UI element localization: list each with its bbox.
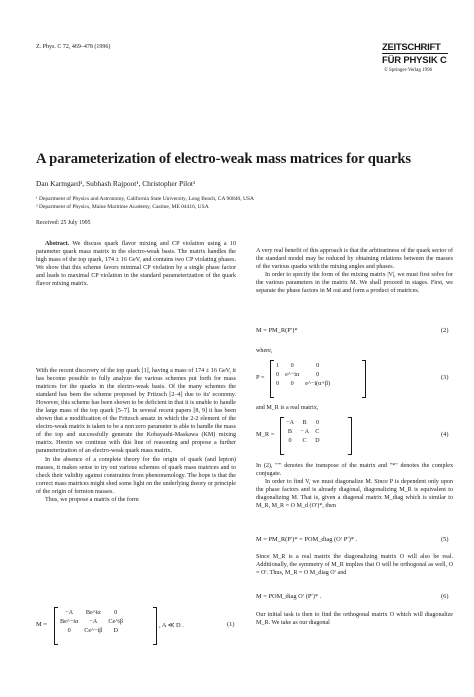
eq6-number: (6) — [441, 593, 449, 600]
eq1-number: (1) — [227, 621, 235, 628]
right-paragraph-4: In order to find V, we must diagonalize M. Since P is dependent only upon the phase factors and is already diagonal, diagonalizing M_R is equivalent to diagonalizing M. That is, given a diagonal matrix M_diag which is similar to M_R, M_R = O M_d (O′)*, then — [256, 479, 453, 510]
matrix-cell: 0 — [114, 609, 118, 616]
left-column — [36, 367, 236, 504]
matrix-cell: Be^iα — [85, 609, 101, 616]
abstract — [36, 240, 236, 288]
eq4-matrix — [283, 418, 323, 445]
equation-4 — [256, 416, 453, 456]
equation-5: M = PM_R(P′)* = POM_diag (O′ P′)* . — [256, 536, 358, 543]
abstract-text: We discuss quark flavor mixing and CP violation using a 10 parameter quark mass matrix in the electro-weak basis. The matrix handles the high mass of the top quark, 174 ± 16 GeV, and contains two CP violating phases. We show that this scheme favors minimal CP violation by a single phase factor and leads to maximal CP violation in the standard parameterization of the quark flavor mixing matrix. — [36, 241, 236, 288]
eq1-matrix — [57, 608, 126, 635]
eq3-lhs: P = — [256, 374, 265, 381]
right-column-top — [256, 247, 453, 295]
matrix-cell: C — [302, 437, 307, 444]
affiliation-1: ¹ Department of Physics and Astronomy, California State University, Long Beach, CA 90840, USA — [36, 196, 255, 202]
equation-3 — [256, 359, 453, 399]
equation-2: M = PM_R(P′)* — [256, 327, 298, 334]
matrix-cell: e^−i(α+β) — [305, 380, 331, 387]
matrix-cell: D — [315, 437, 320, 444]
journal-logo-line2: FÜR PHYSIK C — [382, 55, 447, 66]
right-paragraph-5: Since M_R is a real matrix the diagonalizing matrix O will also be real. Additionally, the symmetry of M_R implies that O will be orthogonal as well, O = O′. Thus, M_R = O M_diag O′ and — [256, 554, 453, 577]
matrix-cell: −A — [65, 609, 74, 616]
matrix-cell: 0 — [276, 371, 280, 378]
eq1-condition: , A ≪ D . — [159, 622, 184, 629]
eq2-number: (2) — [441, 327, 449, 334]
publisher-line: © Springer-Verlag 1996 — [384, 68, 433, 73]
journal-logo — [382, 42, 452, 82]
matrix-cell: C — [315, 428, 320, 435]
intro-paragraph-3: Thus, we propose a matrix of the form — [45, 496, 139, 503]
matrix-cell: −A — [89, 618, 98, 625]
received-date: Received: 25 July 1995 — [36, 220, 91, 226]
matrix-cell: 0 — [290, 380, 294, 387]
matrix-cell: −A — [286, 419, 294, 426]
intro-paragraph-1: With the recent discovery of the top quark [1], having a mass of 174 ± 16 GeV, it has become possible to fully analyze the various schemes put forth for mass matrices for the quarks in the electro-weak basis. Of the many schemes the standard has been the scheme proposed by Fritzsch [2–4] due to its' economy. However, this scheme has been shown to be deficient in that it is unable to handle the large mass of the top quark [5–7]. In several recent papers [8, 9] it has been shown that a modification of the Fritzsch ansatz in which the 2-2 element of the electro-weak matrix is taken to be a non zero parameter is able to handle the mass of the top and successfully generate the Kobayashi-Maskawa (KM) mixing matrix. Herein we continue with this line of reasoning and propose a further parameterization of an electro-weak quark mass matrix. — [36, 368, 236, 455]
paper-title: A parameterization of electro-weak mass matrices for quarks — [36, 151, 411, 167]
equation-1 — [36, 606, 236, 650]
matrix-cell: 0 — [315, 419, 319, 426]
matrix-cell: 0 — [67, 627, 71, 634]
matrix-cell: 0 — [290, 362, 294, 369]
matrix-cell: 0 — [316, 362, 320, 369]
right-column-mid — [256, 462, 453, 510]
matrix-cell: e^−iα — [285, 371, 300, 378]
matrix-cell: 0 — [316, 371, 320, 378]
right-paragraph-6: Our initial task is then to find the orthogonal matrix O which will diagonalize M_R. We take as our diagonal — [256, 612, 453, 627]
matrix-cell: 0 — [276, 380, 280, 387]
matrix-cell: Ce^iβ — [108, 618, 124, 625]
affiliation-2: ² Department of Physics, Maine Maritime Academy, Castine, ME 04416, USA — [36, 204, 209, 210]
eq1-lhs: M = — [36, 621, 47, 628]
matrix-cell: Be^−iα — [60, 618, 79, 625]
eq3-matrix — [273, 361, 333, 388]
matrix-cell: 1 — [276, 362, 280, 369]
eq3-number: (3) — [441, 374, 449, 381]
citation: Z. Phys. C 72, 469–478 (1996) — [36, 44, 111, 50]
intro-paragraph-2: In the absence of a complete theory for the origin of quark (and lepton) masses, it makes sense to try out various schemes of quark mass matrices and to check their validity against constraints from phenomenology. The hope is that the correct mass matrices might shed some light on the underlying theory or principle of the origin of fermion masses. — [36, 456, 236, 495]
matrix-cell: 0 — [288, 437, 292, 444]
journal-logo-line1: ZEITSCHRIFT — [382, 42, 441, 53]
right-paragraph-1: A very real benefit of this approach is that the arbitrariness of the quark sector of the standard model may be reduced by obtaining relations between the masses of the various quarks with the mixing angles and phases. — [256, 248, 453, 271]
equation-6: M = POM_diag O′ (P′)* . — [256, 593, 322, 600]
matrix-cell: B — [302, 419, 307, 426]
eq5-number: (5) — [441, 536, 449, 543]
right-paragraph-2: In order to specify the form of the mixing matrix |V|, we must first solve for the various parameters in the matrix M. We shall proceed in stages. First, we separate the phase factors in M out and form a product of matrices. — [256, 272, 453, 295]
eq4-lhs: M_R = — [256, 431, 275, 438]
matrix-cell: − A — [299, 428, 310, 435]
matrix-cell: B — [287, 428, 293, 435]
where-label: where, — [256, 348, 273, 354]
right-paragraph-3: In (2), "′" denotes the transpose of the matrix and "*" denotes the complex conjugate. — [256, 463, 453, 478]
matrix-cell: D — [113, 627, 118, 634]
authors: Dan Karmgard¹, Subhash Rajpoot¹, Christopher Pilot² — [36, 179, 196, 188]
matrix-cell: Ce^−iβ — [84, 627, 103, 634]
mr-real-line: and M_R is a real matrix, — [256, 405, 319, 411]
abstract-label: Abstract. — [45, 241, 70, 247]
eq4-number: (4) — [441, 431, 449, 438]
